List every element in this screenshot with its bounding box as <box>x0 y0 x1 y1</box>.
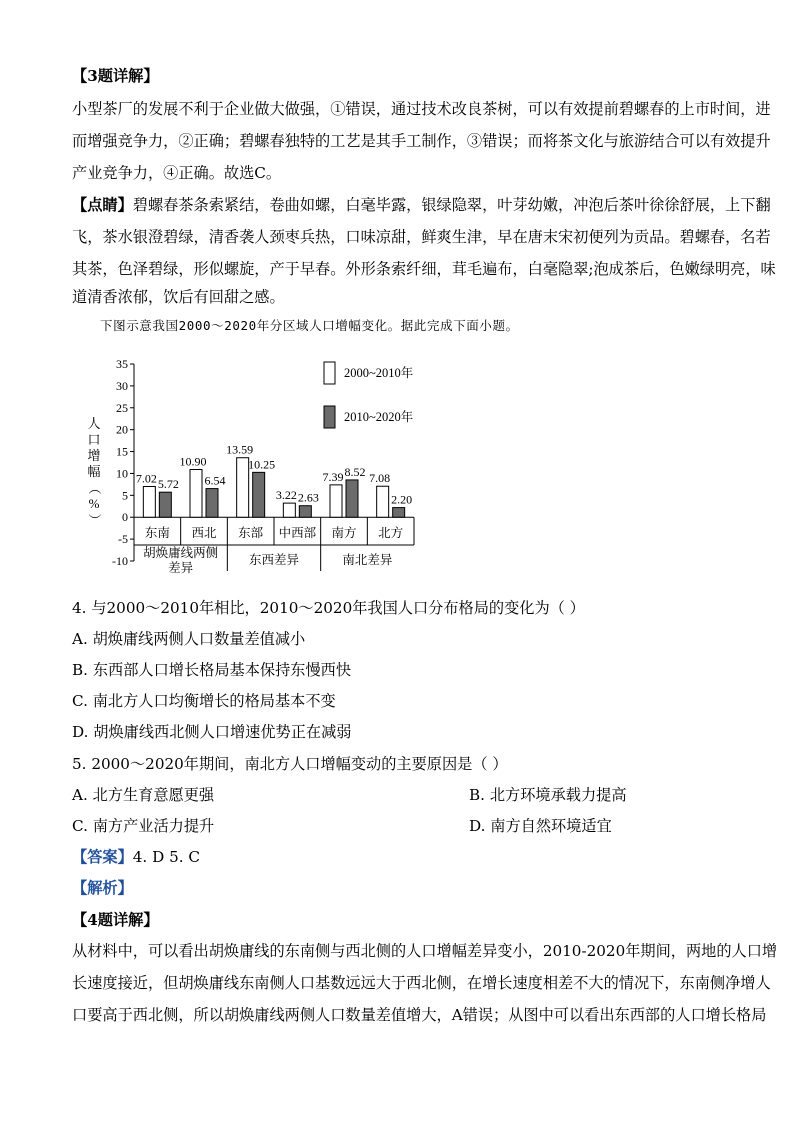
category-label: 东部 <box>238 526 264 540</box>
dianjing-line-2: 飞，茶水银澄碧绿，清香袭人颈枣兵热，口味凉甜，鲜爽生津，早在唐末宋初便列为贡品。碧螺春，名若 <box>72 228 771 246</box>
bar-2000-2010 <box>237 458 249 517</box>
y-axis-label-char: % <box>88 496 100 511</box>
legend-label: 2000~2010年 <box>344 366 414 380</box>
group-label: 南北差异 <box>342 553 393 567</box>
bar-2000-2010 <box>330 485 342 517</box>
analysis-label: 【解析】 <box>72 879 133 897</box>
q5-stem: 5. 2000～2020年期间，南北方人口增幅变动的主要原因是（ ） <box>72 755 508 773</box>
q4-option-d: D. 胡焕庸线西北侧人口增速优势正在减弱 <box>72 723 352 741</box>
legend-swatch <box>324 362 335 384</box>
y-tick-label: 30 <box>116 378 128 393</box>
section3-line-1: 小型茶厂的发展不利于企业做大做强，①错误，通过技术改良茶树，可以有效提前碧螺春的上市时间，进 <box>72 100 771 118</box>
q4-option-a: A. 胡焕庸线两侧人口数量差值减小 <box>72 630 306 648</box>
bar-2010-2020 <box>206 489 218 518</box>
dianjing-text: 碧螺春茶条索紧结，卷曲如螺，白毫毕露，银绿隐翠，叶芽幼嫩，冲泡后茶叶徐徐舒展，上下翻 <box>132 196 771 214</box>
y-axis-label-char: 增 <box>87 448 101 463</box>
q5-row-1 <box>72 785 732 805</box>
bar-2010-2020 <box>253 472 265 517</box>
q5-option-d: D. 南方自然环境适宜 <box>469 817 612 835</box>
bar-2000-2010 <box>283 503 295 517</box>
y-tick-label: 5 <box>122 488 128 503</box>
y-tick-label: 10 <box>116 466 128 481</box>
group-label-line2: 差异 <box>168 561 194 575</box>
bar-value-label: 2.63 <box>297 490 319 505</box>
bar-value-label: 6.54 <box>204 473 226 488</box>
category-label: 西北 <box>191 526 217 540</box>
bar-2000-2010 <box>377 486 389 517</box>
dianjing-first-line <box>72 195 771 215</box>
answer-line <box>72 847 732 867</box>
q5-option-c: C. 南方产业活力提升 <box>72 817 215 835</box>
category-label: 南方 <box>331 526 357 540</box>
category-label: 中西部 <box>278 526 317 540</box>
dianjing-line-3: 其茶，色泽碧绿，形似螺旋，产于早春。外形条索纤细，茸毛遍布，白毫隐翠;泡成茶后，色嫩绿明亮，味 <box>72 260 776 278</box>
group-label: 东西差异 <box>248 553 300 567</box>
answer-label: 【答案】 <box>72 848 133 866</box>
q5-row-2 <box>72 816 732 836</box>
q5-option-a: A. 北方生育意愿更强 <box>72 786 215 804</box>
section3-line-3: 产业竞争力，④正确。故选C。 <box>72 164 282 182</box>
bar-value-label: 7.39 <box>322 469 344 484</box>
y-axis-label-char: （ <box>87 481 102 495</box>
section4-line-1: 从材料中，可以看出胡焕庸线的东南侧与西北侧的人口增幅差异变小，2010-2020年期间，两地的人口增 <box>72 942 778 960</box>
y-axis-label-char: 人 <box>87 416 101 431</box>
group-label: 胡焕庸线两侧 <box>143 546 219 560</box>
bar-value-label: 7.02 <box>135 471 157 486</box>
bar-2010-2020 <box>393 508 405 518</box>
bar-value-label: 10.90 <box>179 454 207 469</box>
y-tick-label: 20 <box>116 422 128 437</box>
bar-value-label: 13.59 <box>226 442 254 457</box>
dianjing-line-4: 道清香浓郁，饮后有回甜之感。 <box>72 288 285 306</box>
bar-value-label: 3.22 <box>275 488 297 503</box>
legend-label: 2010~2020年 <box>344 410 414 424</box>
q4-option-c: C. 南北方人口均衡增长的格局基本不变 <box>72 692 336 710</box>
q5-option-b: B. 北方环境承载力提高 <box>469 786 627 804</box>
bar-2000-2010 <box>143 486 155 517</box>
bar-value-label: 8.52 <box>344 464 366 479</box>
bar-2000-2010 <box>190 470 202 518</box>
dianjing-label: 【点睛】 <box>72 196 133 214</box>
y-axis-label-char: ） <box>87 513 102 527</box>
q4-stem: 4. 与2000～2010年相比，2010～2020年我国人口分布格局的变化为（ ） <box>72 599 585 617</box>
bar-2010-2020 <box>346 480 358 517</box>
section4-line-2: 长速度接近，但胡焕庸线东南侧人口基数远远大于西北侧，在增长速度相差不大的情况下，东南侧净增人 <box>72 974 771 992</box>
bar-value-label: 5.72 <box>157 477 179 492</box>
section3-line-2: 而增强竞争力，②正确；碧螺春独特的工艺是其手工制作，③错误；而将茶文化与旅游结合可以有效提升 <box>72 132 771 150</box>
section4-line-3: 口要高于西北侧，所以胡焕庸线两侧人口数量差值增大，A错误；从图中可以看出东西部的人口增长格局 <box>72 1006 767 1024</box>
y-tick-label: 15 <box>116 444 128 459</box>
q4-option-b: B. 东西部人口增长格局基本保持东慢西快 <box>72 661 352 679</box>
category-label: 东南 <box>144 526 170 540</box>
bar-value-label: 7.08 <box>369 471 391 486</box>
y-axis-label-char: 口 <box>87 432 101 447</box>
bar-value-label: 2.20 <box>391 492 413 507</box>
bar-2010-2020 <box>299 506 311 518</box>
y-tick-label: 25 <box>116 400 128 415</box>
y-tick-label: 35 <box>116 357 128 371</box>
population-growth-chart <box>78 350 438 580</box>
bar-2010-2020 <box>159 492 171 517</box>
section4-heading: 【4题详解】 <box>72 911 159 929</box>
answer-text: 4. D 5. C <box>132 848 201 866</box>
legend-swatch <box>324 406 335 428</box>
y-axis-label-char: 幅 <box>87 464 101 479</box>
y-tick-label: -5 <box>118 532 128 547</box>
bar-value-label: 10.25 <box>248 457 276 472</box>
y-tick-label: -10 <box>112 554 128 568</box>
y-tick-label: 0 <box>122 510 128 525</box>
category-label: 北方 <box>378 526 404 540</box>
figure-intro: 下图示意我国2000～2020年分区域人口增幅变化。据此完成下面小题。 <box>100 318 519 333</box>
section3-heading: 【3题详解】 <box>72 67 159 85</box>
